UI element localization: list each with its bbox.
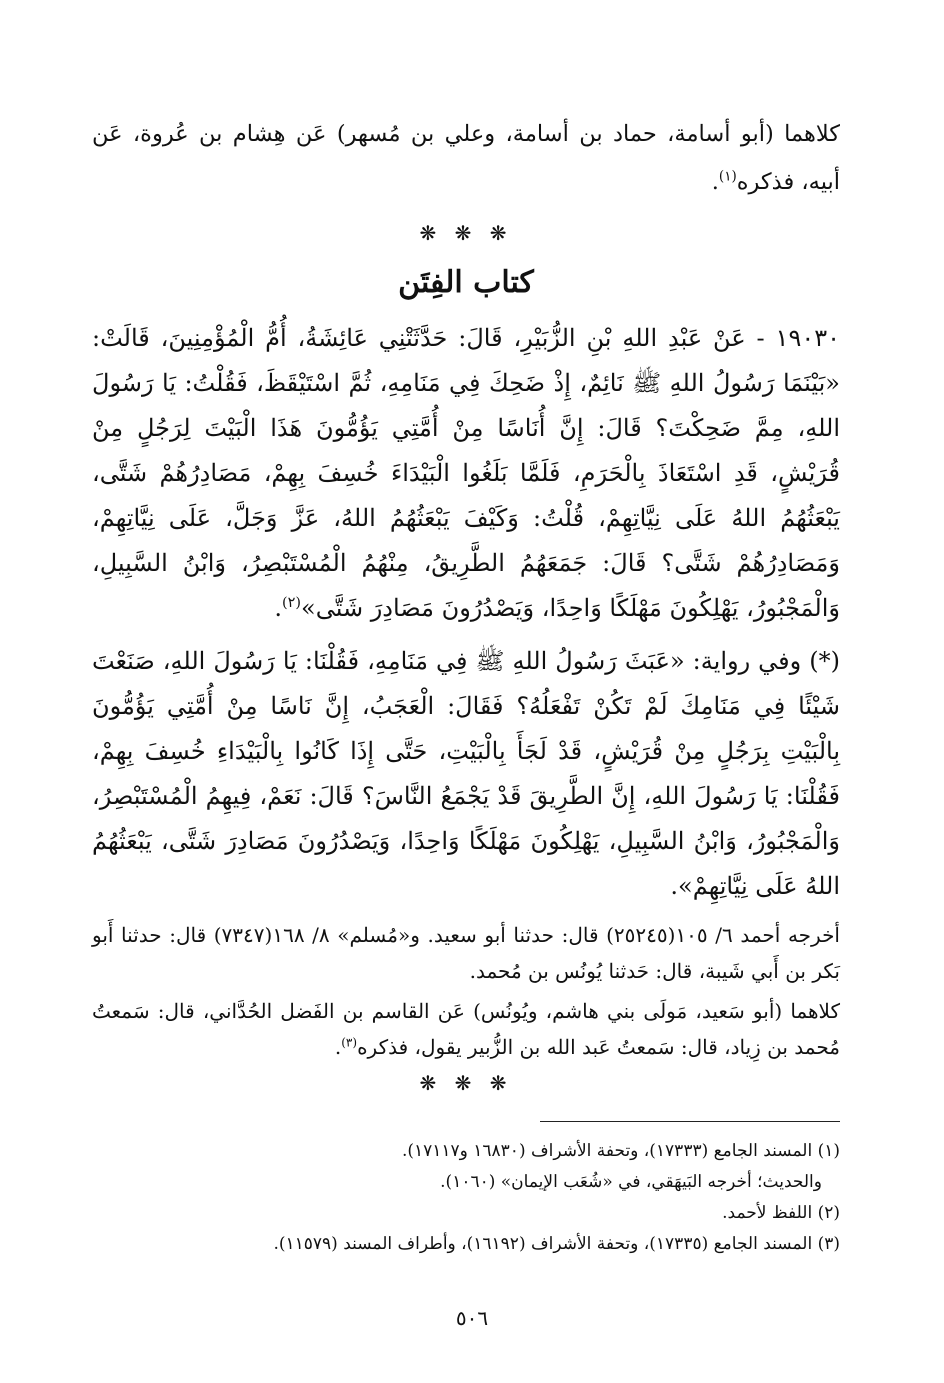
footnote-1-continuation: والحديث؛ أخرجه البَيهَقي، في «شُعَب الإيمان» (١٠٦٠). <box>440 1172 822 1192</box>
page-body <box>92 110 840 1360</box>
takhrij-text: كلاهما (أبو سَعيد، مَولَى بني هاشم، ويُونُس) عَن القاسم بن الفَضل الحُدَّاني، قال: سَمعتُ مُحمد بن زِياد، قال: سَمعتُ عَبد الله بن الزُّبير يقول، فذكره <box>92 999 840 1059</box>
variant-text: وفي رواية: «عَبَثَ رَسُولُ اللهِ ﷺ فِي مَنَامِهِ، فَقُلْنَا: يَا رَسُولَ اللهِ، صَنَعْتَ شَيْئًا فِي مَنَامِكَ لَمْ تَكُنْ تَفْعَلُهُ؟ فَقَالَ: الْعَجَبُ، إِنَّ نَاسًا مِنْ أُمَّتِي يَؤُمُّونَ بِالْبَيْتِ بِرَجُلٍ مِنْ قُرَيْشٍ، قَدْ لَجَأَ بِالْبَيْتِ، حَتَّى إِذَا كَانُوا بِالْبَيْدَاءِ خُسِفَ بِهِمْ، فَقُلْنَا: يَا رَسُولَ اللهِ، إِنَّ الطَّرِيقَ قَدْ يَجْمَعُ النَّاسَ؟ قَالَ: نَعَمْ، فِيهِمُ الْمُسْتَبْصِرُ، وَالْمَجْبُورُ، وَابْنُ السَّبِيلِ، يَهْلِكُونَ مَهْلَكًا وَاحِدًا، وَيَصْدُرُونَ مَصَادِرَ شَتَّى، يَبْعَثُهُمُ اللهُ عَلَى نِيَّاتِهِمْ». <box>92 647 840 900</box>
hadith-dash: - <box>745 324 776 352</box>
hadith-footnote-ref[interactable]: (٢) <box>282 595 302 611</box>
variant-mark: (*) <box>809 647 840 675</box>
intro-end: . <box>711 169 719 195</box>
intro-text: كلاهما (أبو أسامة، حماد بن أسامة، وعلي بن مُسهر) عَن هِشام بن عُروة، عَن أبيه، فذكره <box>92 121 840 195</box>
takhrij-end: . <box>334 1035 342 1059</box>
hadith-end: . <box>274 594 283 622</box>
page-number: ٥٠٦ <box>455 1306 489 1330</box>
takhrij-paragraph-1: أخرجه أحمد ٦/ ١٠٥(٢٥٢٤٥) قال: حدثنا أبو سعيد. و«مُسلم» ٨/ ١٦٨(٧٣٤٧) قال: حدثنا أَبو بَكر بن أَبي شَيبة، قال: حَدثنا يُونُس بن مُحمد. <box>92 923 840 983</box>
footnotes <box>92 1136 840 1260</box>
hadith-number: ١٩٠٣٠ <box>775 324 840 352</box>
footnote-1: (١) المسند الجامع (١٧٣٣٣)، وتحفة الأشراف (١٦٨٣٠ و١٧١١٧). <box>401 1141 840 1161</box>
takhrij-paragraph-2 <box>92 993 840 1065</box>
footnote-3: (٣) المسند الجامع (١٧٣٣٥)، وتحفة الأشراف (١٦١٩٢)، وأطراف المسند (١١٥٧٩). <box>273 1234 840 1254</box>
footnote-2: (٢) اللفظ لأحمد. <box>722 1203 840 1223</box>
book-title: كتاب الفِتَن <box>398 265 534 300</box>
intro-paragraph <box>92 110 840 206</box>
variant-paragraph <box>92 639 840 909</box>
footnote-divider <box>540 1121 840 1122</box>
intro-footnote-ref[interactable]: (١) <box>718 168 737 185</box>
separator-stars-bottom: ❋ ❋ ❋ <box>419 1071 513 1095</box>
takhrij-footnote-ref[interactable]: (٣) <box>341 1035 358 1050</box>
separator-stars-top: ❋ ❋ ❋ <box>419 221 513 245</box>
hadith-text: عَنْ عَبْدِ اللهِ بْنِ الزُّبَيْرِ، قَالَ: حَدَّثَتْنِي عَائِشَةُ، أُمُّ الْمُؤْمِنِينَ، قَالَتْ: «بَيْنَمَا رَسُولُ اللهِ ﷺ نَائِمٌ، إِذْ ضَحِكَ فِي مَنَامِهِ، ثُمَّ اسْتَيْقَظَ، فَقُلْتُ: يَا رَسُولَ اللهِ، مِمَّ ضَحِكْتَ؟ قَالَ: إِنَّ أُنَاسًا مِنْ أُمَّتِي يَؤُمُّونَ هَذَا الْبَيْتَ لِرَجُلٍ مِنْ قُرَيْشٍ، قَدِ اسْتَعَاذَ بِالْحَرَمِ، فَلَمَّا بَلَغُوا الْبَيْدَاءَ خُسِفَ بِهِمْ، مَصَادِرُهُمْ شَتَّى، يَبْعَثُهُمُ اللهُ عَلَى نِيَّاتِهِمْ، قُلْتُ: وَكَيْفَ يَبْعَثُهُمُ اللهُ، عَزَّ وَجَلَّ، عَلَى نِيَّاتِهِمْ، وَمَصَادِرُهُمْ شَتَّى؟ قَالَ: جَمَعَهُمُ الطَّرِيقُ، مِنْهُمُ الْمُسْتَبْصِرُ، وَابْنُ السَّبِيلِ، وَالْمَجْبُورُ، يَهْلِكُونَ مَهْلَكًا وَاحِدًا، وَيَصْدُرُونَ مَصَادِرَ شَتَّى» <box>92 324 840 622</box>
hadith-paragraph <box>92 316 840 631</box>
